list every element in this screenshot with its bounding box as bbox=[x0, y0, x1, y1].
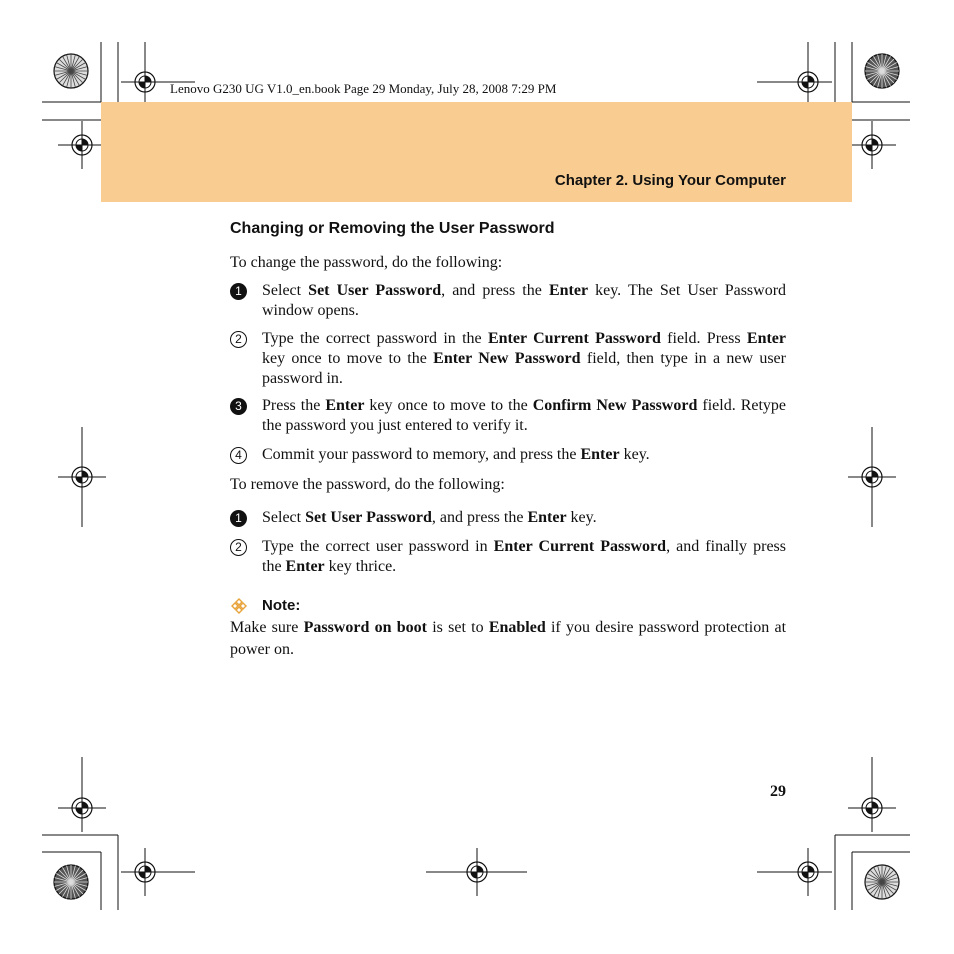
step-text: Select Set User Password, and press the Enter key. The Set User Password window opens. bbox=[262, 282, 787, 319]
change-step-3 bbox=[230, 396, 786, 436]
change-intro: To change the password, do the following: bbox=[230, 254, 503, 271]
step-text: Select Set User Password, and press the Enter key. bbox=[262, 509, 597, 526]
registration-star-icon bbox=[54, 54, 88, 88]
section-title: Changing or Removing the User Password bbox=[230, 220, 555, 237]
registration-star-icon bbox=[54, 865, 88, 899]
step-text: Commit your password to memory, and press the Enter key. bbox=[262, 446, 650, 463]
registration-star-icon bbox=[865, 865, 899, 899]
step-number-badge: 2 bbox=[230, 539, 247, 556]
remove-intro: To remove the password, do the following: bbox=[230, 476, 505, 493]
step-text: Type the correct user password in Enter Current Password, and finally press the Enter key thrice. bbox=[262, 538, 787, 575]
change-step-4 bbox=[230, 445, 786, 465]
step-text: Type the correct password in the Enter Current Password field. Press Enter key once to move to the Enter New Password field, then type in a new user password in. bbox=[262, 330, 786, 387]
step-number-badge: 3 bbox=[230, 398, 247, 415]
note-label: Note: bbox=[262, 597, 301, 614]
step-number-badge: 2 bbox=[230, 331, 247, 348]
page-number: 29 bbox=[770, 783, 786, 800]
print-slug-line: Lenovo G230 UG V1.0_en.book Page 29 Monday, July 28, 2008 7:29 PM bbox=[170, 81, 557, 96]
step-text: Press the Enter key once to move to the Confirm New Password field. Retype the password you just entered to verify it. bbox=[262, 397, 787, 434]
change-step-1 bbox=[230, 281, 786, 321]
remove-step-2 bbox=[230, 537, 786, 577]
registration-star-icon bbox=[865, 54, 899, 88]
chapter-title: Chapter 2. Using Your Computer bbox=[554, 172, 786, 189]
step-number-badge: 4 bbox=[230, 447, 247, 464]
note-diamond-icon bbox=[231, 598, 247, 614]
step-number-badge: 1 bbox=[230, 283, 247, 300]
change-step-2 bbox=[230, 329, 786, 389]
remove-step-1 bbox=[230, 508, 786, 528]
step-number-badge: 1 bbox=[230, 510, 247, 527]
note-text: Make sure Password on boot is set to Enabled if you desire password protection at power on. bbox=[230, 619, 787, 658]
